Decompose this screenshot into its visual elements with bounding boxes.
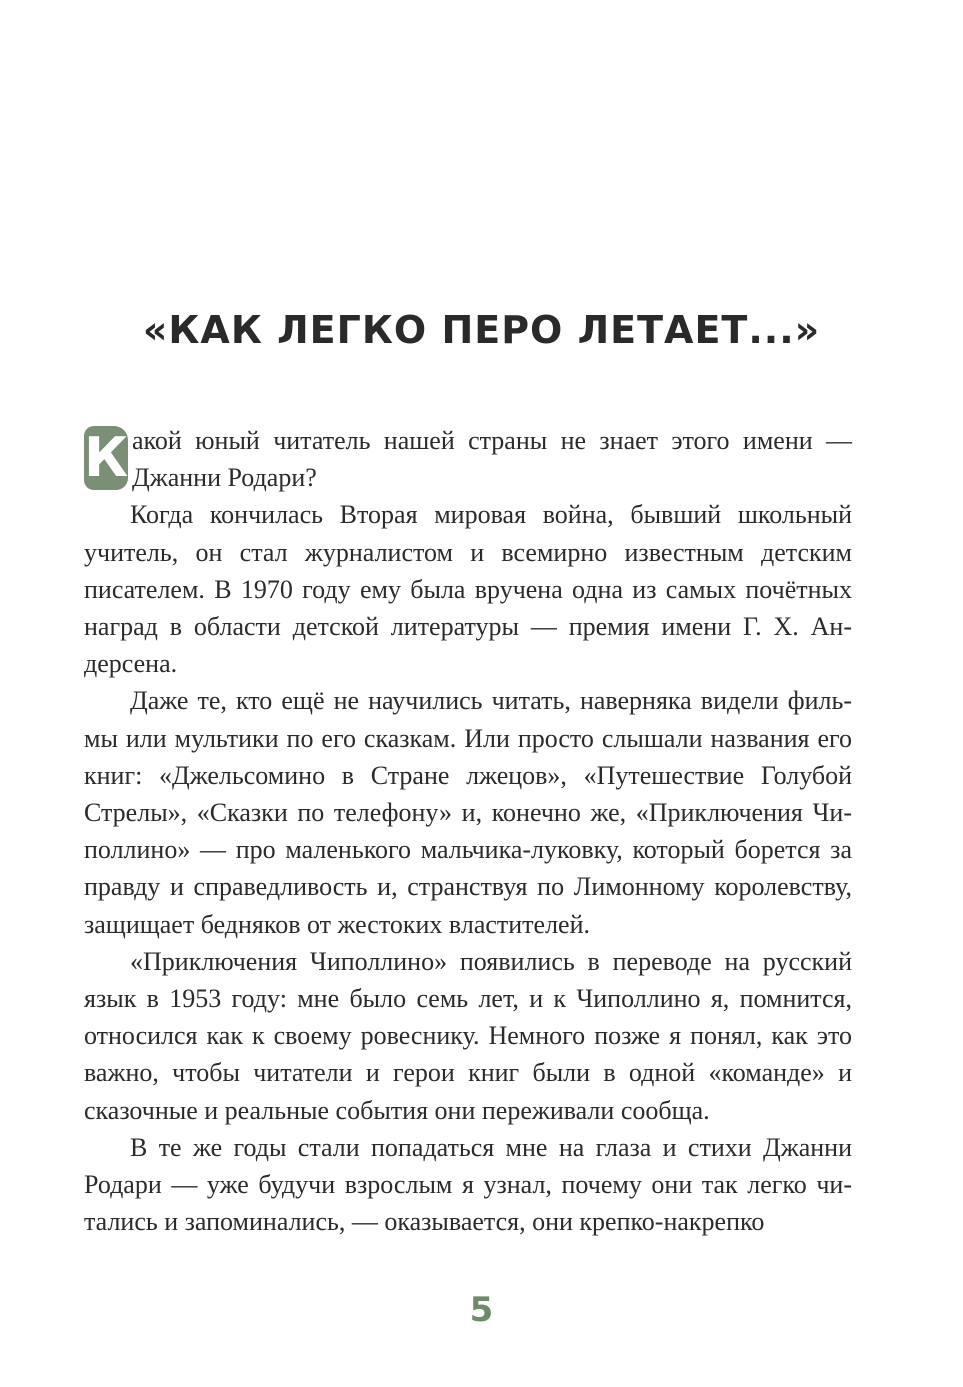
paragraph-1: [84, 422, 852, 496]
paragraph-3: Даже те, кто ещё не научились читать, наверняка видели фильмы или мультики по его сказкам. Или просто слышали названия его книг: «Джельсомино в Стране лжецов», «Путешествие Голубой Стрелы», «Сказки по телефону» и, конечно же, «Приключения Чиполлино» — про маленького мальчика-луковку, который борется за правду и справедливость и, странствуя по Лимонному королевству, защищает бедняков от жестоких властителей.: [84, 686, 852, 939]
body-text: [84, 422, 852, 1240]
drop-cap: К: [84, 426, 129, 489]
paragraph-4: «Приключения Чиполлино» появились в переводе на русский язык в 1953 году: мне было семь лет, и к Чиполлино я, помнится, относился как к своему ровеснику. Немного позже я понял, как это важно, чтобы читатели и герои книг были в одной «команде» и сказочные и реальные события они переживали сообща.: [84, 946, 852, 1125]
chapter-title: «КАК ЛЕГКО ПЕРО ЛЕТАЕТ...»: [142, 308, 821, 352]
page-number: 5: [469, 1290, 494, 1330]
paragraph-5: В те же годы стали попадаться мне на глаза и стихи Джанни Родари — уже будучи взрослым я узнал, почему они так легко читались и запоминались, — оказывается, они крепко-накрепко: [84, 1132, 852, 1237]
paragraph-1-text: акой юный читатель нашей страны не знает этого имени — Джанни Родари?: [132, 426, 852, 493]
paragraph-2: Когда кончилась Вторая мировая война, бывший школьный учитель, он стал журналистом и всемирно известным детским писателем. В 1970 году ему была вручена одна из самых почётных наград в области детской литературы — премия имени Г. Х. Андерсена.: [84, 500, 852, 679]
